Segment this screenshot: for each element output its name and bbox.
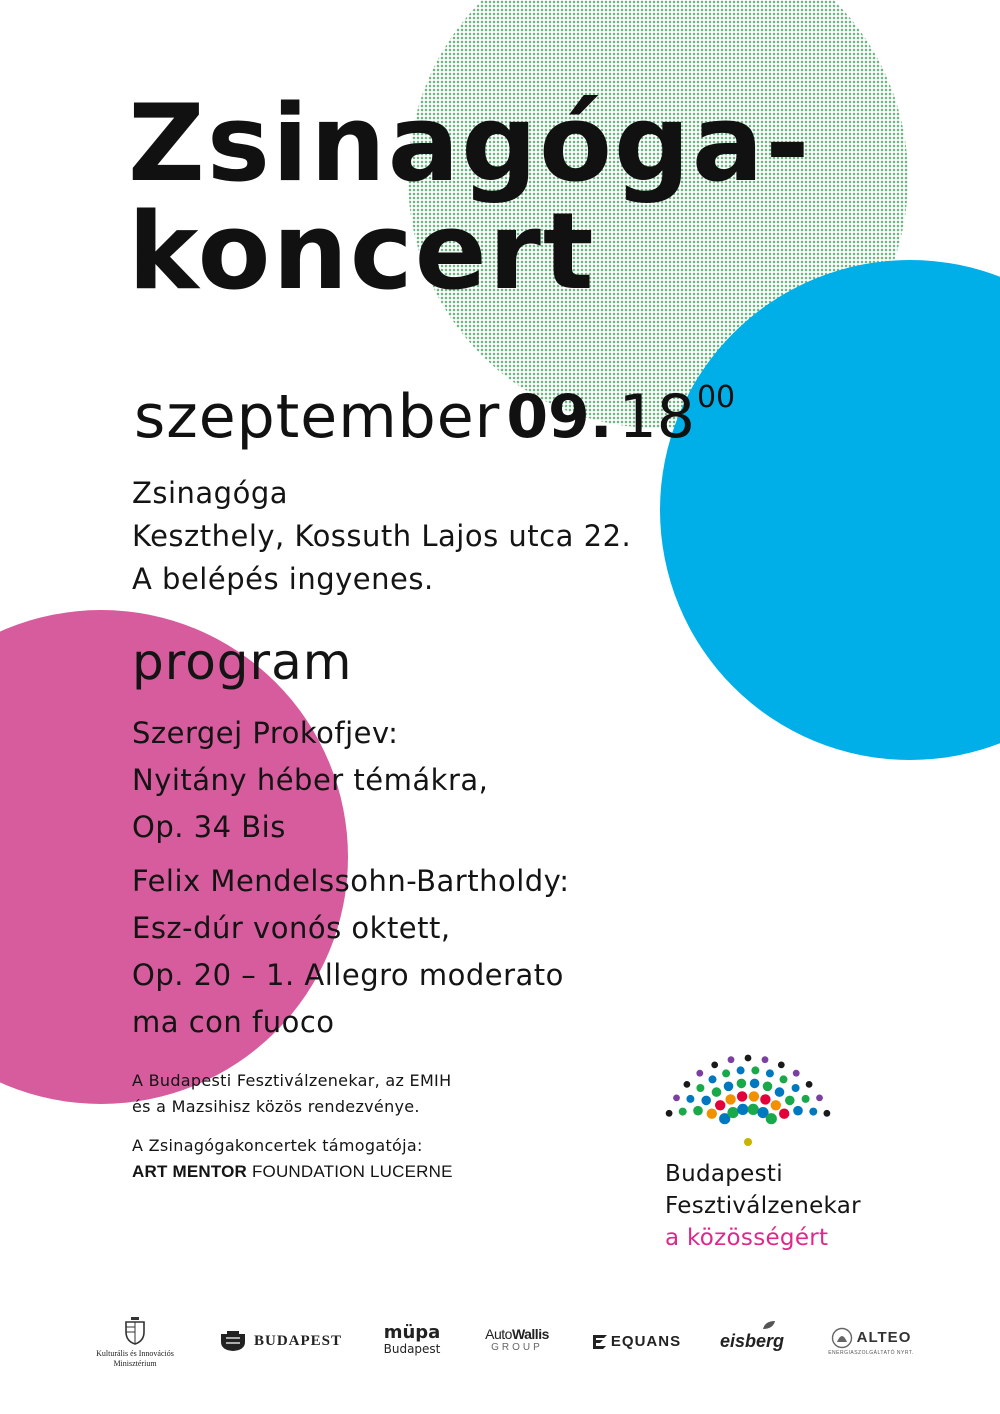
alteo-label: ALTEO (856, 1329, 912, 1346)
support-label: A Zsinagógakoncertek támogatója: (132, 1136, 423, 1155)
logo-dot (778, 1062, 785, 1069)
eisberg-logo (710, 1306, 794, 1376)
logo-dot (816, 1095, 823, 1102)
logo-dot (727, 1107, 738, 1118)
organizers-note (132, 1068, 451, 1120)
entry-note: A belépés ingyenes. (132, 562, 434, 596)
mupa-city: Budapest (383, 1342, 441, 1356)
logo-dot (666, 1110, 673, 1117)
equans-logo (582, 1306, 690, 1376)
program-piece (132, 858, 570, 1046)
logo-dot (737, 1079, 747, 1089)
alteo-mark-icon (831, 1327, 853, 1349)
logo-dot (722, 1069, 730, 1077)
logo-dot (701, 1096, 711, 1106)
organizers-line-2: és a Mazsihisz közös rendezvénye. (132, 1097, 420, 1116)
autowallis-wallis: Wallis (511, 1326, 549, 1342)
date-minutes: 00 (696, 380, 736, 415)
logo-dot (806, 1081, 813, 1088)
piece-opus: Op. 20 – 1. Allegro moderato (132, 958, 564, 992)
logo-dot (686, 1095, 694, 1103)
logo-dot (711, 1062, 718, 1069)
mupa-name: müpa (383, 1322, 441, 1343)
logo-dot (751, 1066, 759, 1074)
title-line-2: koncert (128, 190, 596, 313)
date-day: 09. (506, 382, 613, 452)
logo-dot (737, 1066, 745, 1074)
bfz-logo-text (665, 1158, 861, 1254)
logo-dot (802, 1095, 810, 1103)
eisberg-label: eisberg (719, 1330, 785, 1351)
piece-title: Esz-dúr vonós oktett, (132, 911, 451, 945)
autowallis-group: GROUP (491, 1342, 543, 1353)
supporter-name (132, 1159, 453, 1185)
date-hour: 18 (618, 382, 695, 452)
logo-dot (679, 1108, 687, 1116)
equans-label: EQUANS (610, 1332, 682, 1350)
logo-dot (775, 1087, 785, 1097)
venue-address: Keszthely, Kossuth Lajos utca 22. (132, 519, 632, 553)
logo-dot (793, 1070, 800, 1077)
alteo-tagline: ENERGIASZOLGÁLTATÓ NYRT. (828, 1349, 914, 1356)
logo-dot (749, 1091, 759, 1101)
logo-dot (745, 1055, 752, 1062)
logo-dot (744, 1138, 752, 1146)
logo-dot (760, 1094, 770, 1104)
ministry-line-2: Minisztérium (113, 1358, 157, 1368)
bfz-line-1: Budapesti (665, 1161, 783, 1187)
piece-composer: Szergej Prokofjev: (132, 716, 399, 750)
bfz-line-3: a közösségért (665, 1225, 829, 1251)
logo-dot (792, 1084, 800, 1092)
date-month: szeptember (134, 382, 501, 452)
title-line-1: Zsinagóga- (128, 82, 812, 205)
logo-dot (762, 1056, 769, 1063)
logo-dot (748, 1104, 759, 1115)
budapest-logo (210, 1306, 350, 1376)
event-date (134, 382, 735, 452)
logo-dot (725, 1094, 735, 1104)
autowallis-logo (472, 1306, 562, 1376)
bfz-line-2: Fesztiválzenekar (665, 1193, 861, 1219)
logo-dot (684, 1081, 691, 1088)
autowallis-auto: Auto (485, 1326, 512, 1342)
sponsor-logos (80, 1306, 950, 1376)
poster-title (128, 82, 812, 313)
logo-dot (824, 1110, 831, 1117)
budapest-label: BUDAPEST (253, 1332, 343, 1349)
logo-dot (696, 1084, 704, 1092)
program-heading: program (132, 633, 353, 691)
alteo-row (831, 1327, 912, 1349)
logo-dot (766, 1069, 774, 1077)
supporter-name-bold: ART MENTOR (132, 1162, 248, 1181)
logo-dot (779, 1109, 789, 1119)
logo-dot (709, 1075, 717, 1083)
logo-dot (724, 1082, 734, 1092)
support-note (132, 1133, 453, 1185)
equans-mark-icon (591, 1333, 609, 1349)
logo-dot (809, 1108, 817, 1116)
organizers-line-1: A Budapesti Fesztiválzenekar, az EMIH (132, 1071, 452, 1090)
ministry-logo (80, 1306, 190, 1376)
logo-dot (693, 1106, 703, 1116)
logo-dot (728, 1056, 735, 1063)
venue-name: Zsinagóga (132, 476, 289, 510)
logo-dot (766, 1113, 777, 1124)
logo-dot (793, 1106, 803, 1116)
piece-composer: Felix Mendelssohn-Bartholdy: (132, 864, 570, 898)
hungarian-crest-icon (122, 1314, 148, 1346)
autowallis-name (485, 1327, 549, 1341)
logo-dot (696, 1070, 703, 1077)
logo-dot (737, 1091, 747, 1101)
logo-dot (712, 1087, 722, 1097)
logo-dot (750, 1079, 760, 1089)
venue-block (132, 472, 631, 601)
piece-movement: ma con fuoco (132, 1005, 335, 1039)
logo-dot (673, 1095, 680, 1102)
logo-dot (707, 1109, 717, 1119)
logo-dot (715, 1100, 725, 1110)
budapest-crest-icon (218, 1330, 248, 1352)
logo-dot (763, 1082, 773, 1092)
alteo-logo (816, 1306, 926, 1376)
program-piece (132, 710, 488, 851)
logo-dot (780, 1075, 788, 1083)
bfz-dots-logo (648, 1044, 848, 1148)
mupa-logo (372, 1306, 452, 1376)
leaf-icon (762, 1320, 776, 1330)
logo-dot (737, 1104, 748, 1115)
piece-title: Nyitány héber témákra, (132, 763, 489, 797)
piece-opus: Op. 34 Bis (132, 810, 286, 844)
logo-dot (785, 1096, 795, 1106)
supporter-name-rest: FOUNDATION LUCERNE (247, 1162, 453, 1181)
logo-dot (771, 1100, 781, 1110)
ministry-line-1: Kulturális és Innovációs (96, 1348, 174, 1358)
